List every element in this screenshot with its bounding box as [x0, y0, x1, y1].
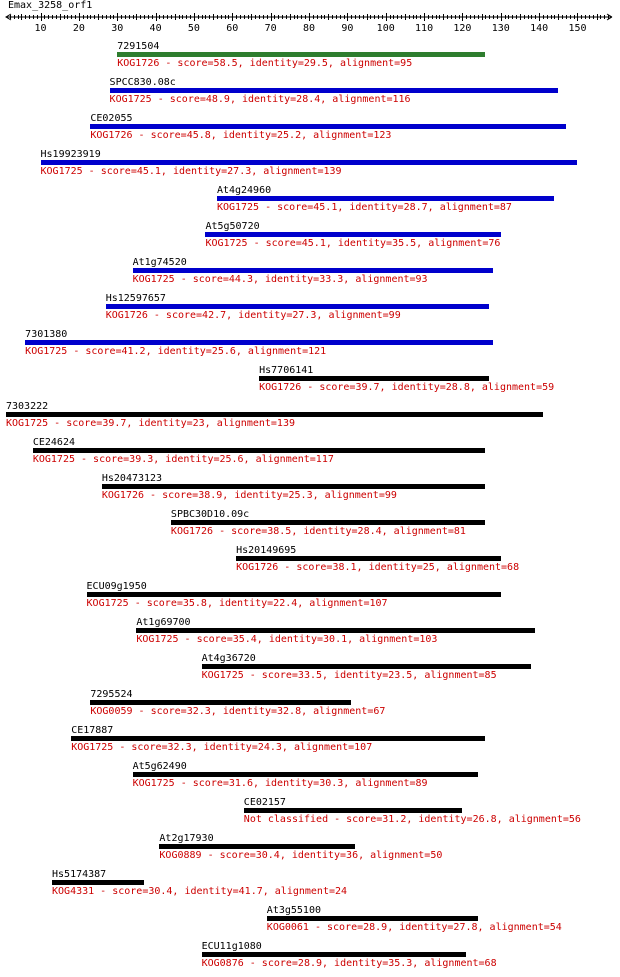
hit-name[interactable]: SPBC30D10.09c — [170, 509, 250, 520]
ruler-tick-label: 90 — [341, 23, 354, 34]
hit-description: Not classified - score=31.2, identity=26.8, alignment=56 — [243, 814, 581, 825]
hit-name[interactable]: CE17887 — [71, 725, 114, 736]
hit-bar[interactable] — [25, 340, 493, 345]
hit-description: KOG1725 - score=45.1, identity=35.5, alignment=76 — [205, 238, 501, 249]
hit-description: KOG1726 - score=39.7, identity=28.8, alignment=59 — [259, 382, 555, 393]
ruler-tick-label: 20 — [72, 23, 85, 34]
hit-name[interactable]: CE24624 — [32, 437, 75, 448]
hit-description: KOG1726 - score=42.7, identity=27.3, alignment=99 — [105, 310, 401, 321]
hit-description: KOG1725 - score=35.8, identity=22.4, alignment=107 — [86, 598, 388, 609]
hit-name[interactable]: At5g62490 — [132, 761, 187, 772]
hit-name[interactable]: Hs19923919 — [40, 149, 101, 160]
hit-bar[interactable] — [133, 772, 478, 777]
hit-bar[interactable] — [202, 952, 467, 957]
hit-bar[interactable] — [71, 736, 485, 741]
hit-bar[interactable] — [202, 664, 532, 669]
hit-bar[interactable] — [117, 52, 485, 57]
hit-description: KOG1725 - score=41.2, identity=25.6, alignment=121 — [25, 346, 327, 357]
hit-description: KOG0061 - score=28.9, identity=27.8, alignment=54 — [266, 922, 562, 933]
hit-name[interactable]: 7291504 — [117, 41, 160, 52]
hit-name[interactable]: 7301380 — [25, 329, 68, 340]
hit-bar[interactable] — [106, 304, 490, 309]
hit-bar[interactable] — [244, 808, 463, 813]
hit-bar[interactable] — [205, 232, 500, 237]
ruler-tick-label: 140 — [530, 23, 549, 34]
hit-description: KOG1725 - score=44.3, identity=33.3, alignment=93 — [132, 274, 428, 285]
hit-bar[interactable] — [217, 196, 555, 201]
hit-description: KOG1725 - score=35.4, identity=30.1, alignment=103 — [136, 634, 438, 645]
ruler-tick-label: 70 — [264, 23, 277, 34]
hit-bar[interactable] — [41, 160, 578, 165]
hit-name[interactable]: 7295524 — [90, 689, 133, 700]
hit-bar[interactable] — [110, 88, 559, 93]
hit-description: KOG4331 - score=30.4, identity=41.7, alignment=24 — [52, 886, 348, 897]
ruler-tick-label: 130 — [491, 23, 510, 34]
hit-name[interactable]: At5g50720 — [205, 221, 260, 232]
hit-bar[interactable] — [159, 844, 355, 849]
ruler-tick-label: 120 — [453, 23, 472, 34]
hit-name[interactable]: ECU09g1950 — [86, 581, 147, 592]
hit-bar[interactable] — [133, 268, 494, 273]
hit-name[interactable]: Hs20149695 — [236, 545, 297, 556]
hit-description: KOG1725 - score=31.6, identity=30.3, alignment=89 — [132, 778, 428, 789]
hit-description: KOG1726 - score=38.5, identity=28.4, alignment=81 — [170, 526, 466, 537]
hit-description: KOG0876 - score=28.9, identity=35.3, alignment=68 — [201, 958, 497, 969]
ruler-tick-label: 50 — [187, 23, 200, 34]
ruler-tick-label: 110 — [415, 23, 434, 34]
hit-name[interactable]: 7303222 — [6, 401, 49, 412]
ruler-tick-label: 40 — [149, 23, 162, 34]
ruler-tick-label: 30 — [111, 23, 124, 34]
hit-description: KOG1726 - score=38.1, identity=25, alignment=68 — [236, 562, 520, 573]
hit-bar[interactable] — [90, 124, 566, 129]
hit-description: KOG1725 - score=33.5, identity=23.5, alignment=85 — [201, 670, 497, 681]
hit-bar[interactable] — [267, 916, 478, 921]
hit-name[interactable]: CE02157 — [243, 797, 286, 808]
hit-bar[interactable] — [52, 880, 144, 885]
hit-name[interactable]: At4g24960 — [216, 185, 272, 196]
hit-name[interactable]: Hs5174387 — [52, 869, 107, 880]
hit-bar[interactable] — [259, 376, 489, 381]
hit-description: KOG0889 - score=30.4, identity=36, alignment=50 — [159, 850, 443, 861]
ruler-tick-label: 80 — [302, 23, 316, 34]
hit-bar[interactable] — [90, 700, 351, 705]
hit-description: KOG1726 - score=45.8, identity=25.2, alignment=123 — [90, 130, 392, 141]
hit-description: KOG1726 - score=38.9, identity=25.3, alignment=99 — [101, 490, 397, 501]
hit-bar[interactable] — [171, 520, 486, 525]
hit-name[interactable]: Hs12597657 — [105, 293, 166, 304]
hit-name[interactable]: SPCC830.08c — [109, 77, 176, 88]
sequence-ruler — [0, 0, 620, 34]
hit-name[interactable]: Hs7706141 — [259, 365, 314, 376]
hit-description: KOG1725 - score=32.3, identity=24.3, alignment=107 — [71, 742, 373, 753]
hit-name[interactable]: At1g69700 — [136, 617, 191, 628]
hit-description: KOG1725 - score=39.3, identity=25.6, alignment=117 — [32, 454, 334, 465]
hit-name[interactable]: Hs20473123 — [101, 473, 163, 484]
hit-description: KOG1726 - score=58.5, identity=29.5, alignment=95 — [117, 58, 413, 69]
hit-name[interactable]: ECU11g1080 — [201, 941, 262, 952]
hit-description: KOG1725 - score=39.7, identity=23, alignment=139 — [6, 418, 295, 429]
hit-name[interactable]: At1g74520 — [132, 257, 187, 268]
hit-bar[interactable] — [87, 592, 501, 597]
hit-name[interactable]: At2g17930 — [159, 833, 214, 844]
ruler-tick-label: 10 — [34, 23, 47, 34]
hit-description: KOG1725 - score=45.1, identity=27.3, alignment=139 — [40, 166, 342, 177]
hit-description: KOG0059 - score=32.3, identity=32.8, alignment=67 — [90, 706, 386, 717]
hit-name[interactable]: At3g55100 — [266, 905, 321, 916]
hit-bar[interactable] — [6, 412, 543, 417]
ruler-tick-label: 100 — [376, 23, 395, 34]
hit-name[interactable]: CE02055 — [90, 113, 133, 124]
hit-bar[interactable] — [33, 448, 486, 453]
ruler-tick-label: 150 — [568, 23, 587, 34]
hit-bar[interactable] — [102, 484, 486, 489]
hit-description: KOG1725 - score=45.1, identity=28.7, alignment=87 — [216, 202, 512, 213]
ruler-tick-label: 60 — [226, 23, 239, 34]
hit-name[interactable]: At4g36720 — [201, 653, 256, 664]
hit-bar[interactable] — [136, 628, 535, 633]
hit-bar[interactable] — [236, 556, 501, 561]
hit-description: KOG1725 - score=48.9, identity=28.4, alignment=116 — [109, 94, 411, 105]
query-title: Emax_3258_orf1 — [8, 0, 93, 11]
